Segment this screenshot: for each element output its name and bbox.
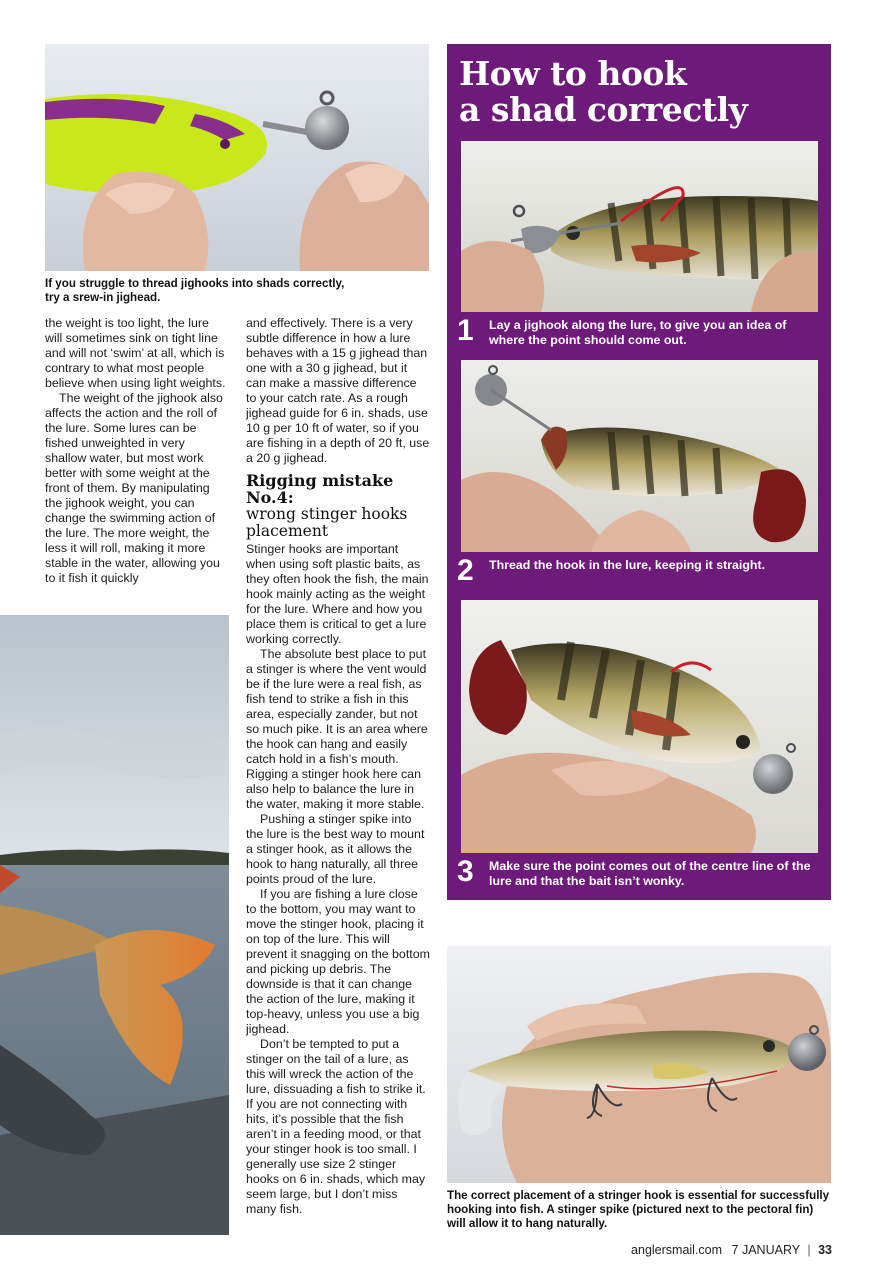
subhead-rigging-mistake: Rigging mistake No.4: bbox=[246, 471, 394, 507]
step-3-number: 3 bbox=[457, 855, 474, 888]
how-to-panel bbox=[447, 44, 831, 900]
top-photo-caption: If you struggle to thread jighooks into shads correctly, try a srew-in jighead. bbox=[45, 277, 345, 304]
col2-paragraph: If you are fishing a lure close to the bottom, you may want to move the stinger hook, placing it on top of the lure. This will prevent it snagging on the bottom and picking up debris. The downside is that it can change the action of the lure, making it top-heavy, unless you use a big jighead. bbox=[246, 887, 430, 1036]
footer-date: 7 JANUARY bbox=[731, 1243, 800, 1257]
body-column-1 bbox=[45, 316, 227, 586]
col1-paragraph: the weight is too light, the lure will sometimes sink on tight line and will not ‘swim’ at all, which is contrary to what most people believe when using light weights. bbox=[45, 316, 226, 390]
page-footer bbox=[631, 1243, 832, 1257]
step-1-photo bbox=[461, 141, 818, 312]
step-2-photo bbox=[461, 360, 818, 552]
step-2-text: Thread the hook in the lure, keeping it straight. bbox=[489, 558, 766, 572]
step-3-photo bbox=[461, 600, 818, 853]
step-3-text: Make sure the point comes out of the centre line of the lure and that the bait isn’t wonky. bbox=[489, 859, 811, 888]
col2-paragraph: Pushing a stinger spike into the lure is the best way to mount a stinger hook, as it allows the hook to hang naturally, all three points proud of the lure. bbox=[246, 812, 425, 886]
panel-title bbox=[459, 56, 747, 128]
subhead-stinger-placement: wrong stinger hooks placement bbox=[246, 505, 408, 540]
stinger-hook-photo bbox=[447, 946, 831, 1183]
footer-page-number: 33 bbox=[818, 1243, 832, 1257]
col2-paragraph: Stinger hooks are important when using soft plastic baits, as they often hook the fish, the main hook mainly acting as the weight for the lure. Where and how you place them is critical to get a lure working correctly. bbox=[246, 542, 429, 646]
top-lure-photo bbox=[45, 44, 429, 271]
bottom-photo-caption: The correct placement of a stringer hook is essential for successfully hooking into fish. A stinger spike (pictured next to the pectoral fin) will allow it to hang naturally. bbox=[447, 1189, 830, 1230]
col2-paragraph: Don’t be tempted to put a stinger on the tail of a lure, as this will wreck the action of the lure, dissuading a fish to strike it. If you are not connecting with hits, it’s possible that the fish aren’t in a feeding mood, or that your stinger hook is too small. I generally use size 2 stinger hooks on 6 in. shads, which may seem large, but I don’t miss many fish. bbox=[246, 1037, 426, 1216]
col2-paragraph: The absolute best place to put a stinger is where the vent would be if the lure were a real fish, as fish tend to strike a fish in this area, especially zander, but not so much pike. It is an area where the hook can hang and easily catch hold in a fish’s mouth. Rigging a stinger hook here can also help to balance the lure in the water, making it more stable. bbox=[246, 647, 428, 811]
footer-website: anglersmail.com bbox=[631, 1243, 723, 1257]
col1-paragraph: The weight of the jighook also affects the action and the roll of the lure. Some lures can be fished unweighted in very shallow water, but most work better with some weight at the front of them. By manipulating the jighook weight, you can change the swimming action of the lure. The more weight, the less it will roll, making it more stable in the water, allowing you to it fish it quickly bbox=[45, 391, 223, 585]
panel-title-line-1: How to hook bbox=[459, 54, 687, 93]
step-1-number: 1 bbox=[457, 314, 474, 347]
lake-pike-photo bbox=[0, 615, 229, 1235]
body-column-2 bbox=[246, 316, 430, 1217]
step-1-text: Lay a jighook along the lure, to give you an idea of where the point should come out. bbox=[489, 318, 787, 347]
footer-separator: | bbox=[807, 1243, 811, 1257]
panel-title-line-2: a shad correctly bbox=[459, 90, 748, 129]
step-2-number: 2 bbox=[457, 554, 474, 587]
col2-paragraph: and effectively. There is a very subtle difference in how a lure behaves with a 15 g jighead than one with a 30 g jighead, but it can make a massive difference to your catch rate. As a rough jighead guide for 6 in. shads, use 10 g per 10 ft of water, so if you are fishing in a depth of 20 ft, use a 20 g jighead. bbox=[246, 316, 430, 465]
